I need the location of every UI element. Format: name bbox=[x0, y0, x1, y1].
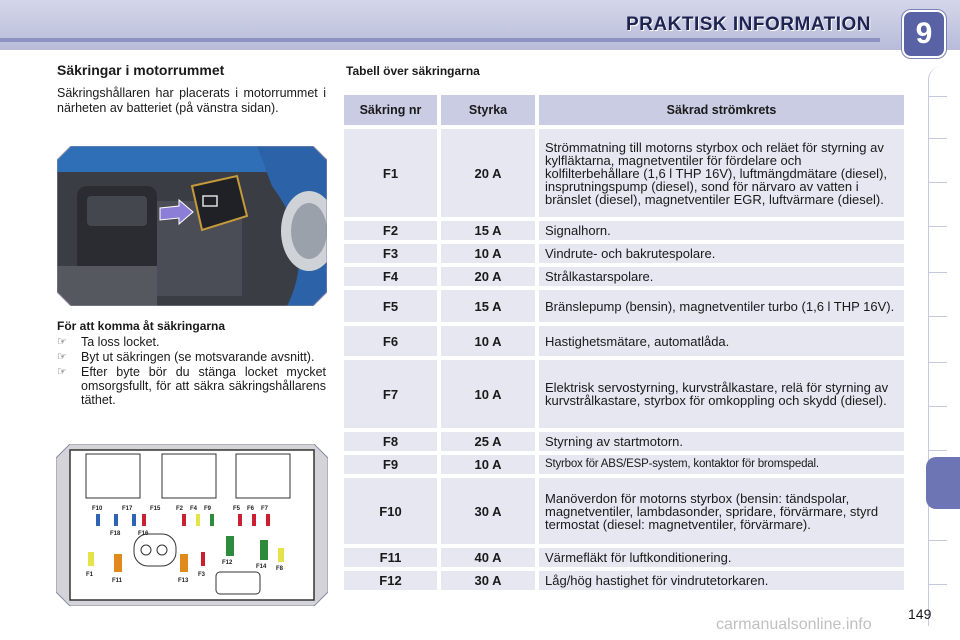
fuse-label: F18 bbox=[110, 531, 121, 537]
fuse-rating-cell: 20 A bbox=[441, 267, 539, 286]
fuse-rating-cell: 30 A bbox=[441, 571, 539, 590]
fuse-number-cell: F4 bbox=[344, 267, 441, 286]
intro-text: Säkringshållaren har placerats i motorrummet i närheten av batteriet (på vänstra sidan). bbox=[57, 86, 326, 115]
list-item bbox=[57, 365, 326, 407]
column-header-rating: Styrka bbox=[441, 95, 539, 125]
access-title: För att komma åt säkringarna bbox=[57, 319, 226, 333]
tab-divider bbox=[929, 406, 947, 407]
section-title: Säkringar i motorrummet bbox=[57, 62, 225, 78]
table-row bbox=[344, 548, 904, 567]
fuse-circuit-cell: Styrbox för ABS/ESP-system, kontaktor för bromspedal. bbox=[539, 455, 904, 474]
chapter-tab-rail bbox=[928, 66, 960, 626]
tab-divider bbox=[929, 226, 947, 227]
header-stripe bbox=[0, 38, 880, 42]
fuse-box-diagram bbox=[56, 444, 328, 606]
fuse-rating-cell: 20 A bbox=[441, 129, 539, 217]
fuse-label: F12 bbox=[222, 560, 233, 566]
tab-divider bbox=[929, 316, 947, 317]
active-chapter-tab[interactable] bbox=[926, 457, 960, 509]
fuse-label: F10 bbox=[92, 506, 103, 512]
chapter-badge: 9 bbox=[902, 10, 946, 58]
pointing-hand-icon: ☞ bbox=[57, 336, 67, 348]
table-row bbox=[344, 221, 904, 240]
fuse-number-cell: F12 bbox=[344, 571, 441, 590]
fuse-rating-cell: 10 A bbox=[441, 360, 539, 428]
fuse-label: F9 bbox=[204, 506, 212, 512]
fuse-label: F1 bbox=[86, 572, 94, 578]
page-number: 149 bbox=[908, 606, 932, 622]
fuse-circuit-cell: Elektrisk servostyrning, kurvstrålkastare, relä för styrning av kurvstrålkastare, styrbox för omkoppling och skydd (diesel). bbox=[539, 360, 904, 428]
pointing-hand-icon: ☞ bbox=[57, 366, 67, 378]
engine-bay-photo bbox=[57, 146, 327, 306]
fuse-label: F4 bbox=[190, 506, 198, 512]
fuse-number-cell: F6 bbox=[344, 326, 441, 356]
list-item bbox=[57, 350, 326, 364]
fuse-rating-cell: 15 A bbox=[441, 221, 539, 240]
table-row bbox=[344, 571, 904, 590]
fuse-label: F5 bbox=[233, 506, 241, 512]
table-row bbox=[344, 326, 904, 356]
tab-divider bbox=[929, 540, 947, 541]
fuse-circuit-cell: Värmefläkt för luftkonditionering. bbox=[539, 548, 904, 567]
tab-divider bbox=[929, 96, 947, 97]
fuse-label: F17 bbox=[122, 506, 133, 512]
fuse-number-cell: F1 bbox=[344, 129, 441, 217]
fuse-circuit-cell: Strålkastarspolare. bbox=[539, 267, 904, 286]
table-row bbox=[344, 267, 904, 286]
tab-divider bbox=[929, 362, 947, 363]
fuse-rating-cell: 10 A bbox=[441, 244, 539, 263]
fuse-rating-cell: 10 A bbox=[441, 326, 539, 356]
fuse-label: F8 bbox=[276, 566, 284, 572]
fuse-label: F6 bbox=[247, 506, 255, 512]
fuse-table bbox=[344, 91, 904, 594]
fuse-label: F16 bbox=[138, 531, 149, 537]
fuse-number-cell: F7 bbox=[344, 360, 441, 428]
table-row bbox=[344, 478, 904, 544]
step-text: Ta loss locket. bbox=[81, 335, 160, 349]
fuse-rating-cell: 25 A bbox=[441, 432, 539, 451]
fuse-label: F13 bbox=[178, 578, 189, 584]
table-row bbox=[344, 455, 904, 474]
fuse-label: F3 bbox=[198, 572, 206, 578]
fuse-number-cell: F8 bbox=[344, 432, 441, 451]
tab-divider bbox=[929, 584, 947, 585]
tab-divider bbox=[929, 450, 947, 451]
fuse-rating-cell: 10 A bbox=[441, 455, 539, 474]
fuse-circuit-cell: Vindrute- och bakrutespolare. bbox=[539, 244, 904, 263]
table-row bbox=[344, 290, 904, 322]
fuse-label: F11 bbox=[112, 578, 123, 584]
fuse-circuit-cell: Styrning av startmotorn. bbox=[539, 432, 904, 451]
table-row bbox=[344, 432, 904, 451]
step-text: Byt ut säkringen (se motsvarande avsnitt). bbox=[81, 350, 315, 364]
fuse-rating-cell: 40 A bbox=[441, 548, 539, 567]
table-title: Tabell över säkringarna bbox=[346, 64, 480, 78]
table-row bbox=[344, 129, 904, 217]
fuse-circuit-cell: Hastighetsmätare, automatlåda. bbox=[539, 326, 904, 356]
fuse-circuit-cell: Manöverdon för motorns styrbox (bensin: tändspolar, magnetventiler, lambdasonder, spridare, förvärmare, styrd termostat (diesel: magnetventiler, förvärmare). bbox=[539, 478, 904, 544]
fuse-circuit-cell: Strömmatning till motorns styrbox och reläet för styrning av kylfläktarna, magnetventiler för fördelare och kolfilterbehållare (1,6 l THP 16V), luftmängdmätare (diesel), insprutningspump (diesel), sond för närvaro av vatten i bränslet (diesel), magnetventiler EGR, luftvärmare (diesel). bbox=[539, 129, 904, 217]
fuse-number-cell: F9 bbox=[344, 455, 441, 474]
step-text: Efter byte bör du stänga locket mycket omsorgsfullt, för att säkra säkringshållarens täthet. bbox=[81, 365, 326, 407]
table-header-row bbox=[344, 95, 904, 125]
column-header-circuit: Säkrad strömkrets bbox=[539, 95, 904, 125]
page-title: PRAKTISK INFORMATION bbox=[626, 14, 872, 35]
fuse-circuit-cell: Låg/hög hastighet för vindrutetorkaren. bbox=[539, 571, 904, 590]
fuse-rating-cell: 15 A bbox=[441, 290, 539, 322]
watermark-text: carmanualsonline.info bbox=[716, 616, 872, 633]
fuse-number-cell: F10 bbox=[344, 478, 441, 544]
tab-divider bbox=[929, 272, 947, 273]
fuse-label: F2 bbox=[176, 506, 184, 512]
steps-list bbox=[57, 335, 326, 408]
fuse-circuit-cell: Bränslepump (bensin), magnetventiler turbo (1,6 l THP 16V). bbox=[539, 290, 904, 322]
fuse-label: F7 bbox=[261, 506, 269, 512]
fuse-number-cell: F3 bbox=[344, 244, 441, 263]
tab-divider bbox=[929, 182, 947, 183]
fuse-rating-cell: 30 A bbox=[441, 478, 539, 544]
fuse-circuit-cell: Signalhorn. bbox=[539, 221, 904, 240]
table-row bbox=[344, 244, 904, 263]
fuse-number-cell: F5 bbox=[344, 290, 441, 322]
fuse-number-cell: F11 bbox=[344, 548, 441, 567]
fuse-number-cell: F2 bbox=[344, 221, 441, 240]
header-band bbox=[0, 0, 960, 50]
fuse-label: F14 bbox=[256, 564, 267, 570]
fuse-label: F15 bbox=[150, 506, 161, 512]
list-item bbox=[57, 335, 326, 349]
pointing-hand-icon: ☞ bbox=[57, 351, 67, 363]
table-row bbox=[344, 360, 904, 428]
column-header-fuse-number: Säkring nr bbox=[344, 95, 441, 125]
tab-divider bbox=[929, 138, 947, 139]
